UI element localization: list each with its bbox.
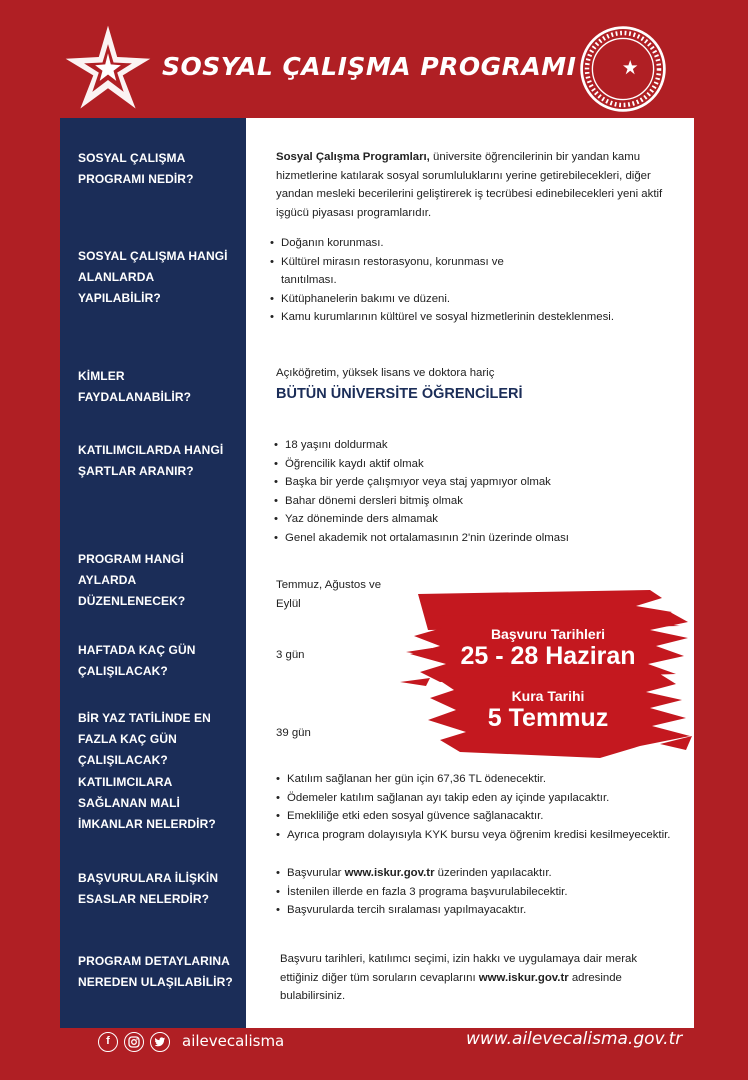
list-item: • Kültürel mirasın restorasyonu, korunması ve tanıtılması. (270, 253, 541, 290)
twitter-icon[interactable] (150, 1032, 170, 1052)
list-item: • Bahar dönemi dersleri bitmiş olmak (274, 492, 670, 511)
application-dates-label: Başvuru Tarihleri (490, 626, 606, 642)
answer-1-bold: Sosyal Çalışma Programları, (276, 151, 430, 163)
social-handle[interactable]: ailevecalisma (182, 1032, 285, 1050)
question-4: KATILIMCILARDA HANGİ ŞARTLAR ARANIR? (78, 443, 224, 478)
question-6: HAFTADA KAÇ GÜN ÇALIŞILACAK? (78, 643, 196, 678)
iskur-link[interactable]: www.iskur.gov.tr (478, 971, 569, 984)
ministry-seal-icon (578, 24, 668, 114)
list-item: • Ödemeler katılım sağlanan ayı takip eden ay içinde yapılacaktır. (276, 789, 672, 808)
answer-5: Temmuz, Ağustos ve Eylül (276, 579, 382, 610)
iskur-link[interactable]: www.iskur.gov.tr (344, 867, 435, 879)
list-item: • Başvurularda tercih sıralaması yapılmayacaktır. (276, 901, 672, 920)
answer-3-highlight: BÜTÜN ÜNİVERSİTE ÖĞRENCİLERİ (276, 385, 523, 402)
question-3: KİMLER FAYDALANABİLİR? (78, 369, 192, 404)
answer-6: 3 gün (276, 649, 305, 661)
answer-9-pre: Başvurular (287, 867, 345, 879)
application-dates-value: 25 - 28 Haziran (460, 642, 636, 670)
question-8: KATILIMCILARA SAĞLANAN MALİ İMKANLAR NELERDİR? (78, 775, 216, 831)
list-item: • Yaz döneminde ders almamak (274, 510, 670, 529)
website-link[interactable]: www.ailevecalisma.gov.tr (466, 1029, 683, 1049)
question-5: PROGRAM HANGİ AYLARDA DÜZENLENECEK? (78, 552, 186, 608)
lottery-date-label: Kura Tarihi (511, 688, 585, 704)
instagram-icon[interactable] (124, 1032, 144, 1052)
list-item: • Başka bir yerde çalışmıyor veya staj yapmıyor olmak (274, 473, 670, 492)
list-item: • Kütüphanelerin bakımı ve düzeni. (270, 290, 666, 309)
question-2: SOSYAL ÇALIŞMA HANGİ ALANLARDA YAPILABİLİR? (78, 249, 228, 305)
question-1: SOSYAL ÇALIŞMA PROGRAMI NEDİR? (78, 151, 194, 186)
list-item: • 18 yaşını doldurmak (274, 436, 670, 455)
star-logo-icon (62, 22, 154, 114)
answer-2 (270, 234, 666, 327)
question-10: PROGRAM DETAYLARINA NEREDEN ULAŞILABİLİR? (78, 954, 233, 989)
twitter-glyph (155, 1036, 166, 1047)
question-9: BAŞVURULARA İLİŞKİN ESASLAR NELERDİR? (78, 871, 219, 906)
answer-8 (276, 770, 672, 844)
list-item: • Öğrencilik kaydı aktif olmak (274, 455, 670, 474)
list-item: • Kamu kurumlarının kültürel ve sosyal hizmetlerinin desteklenmesi. (270, 308, 666, 327)
answer-10-pre: Başvuru tarihleri, katılımcı seçimi, izin hakkı ve uygulamaya dair merak ettiğiniz diğer tüm soruların cevaplarını (280, 953, 638, 984)
answer-4 (274, 436, 670, 547)
list-item: • Katılım sağlanan her gün için 67,36 TL ödenecektir. (276, 770, 672, 789)
list-item: • İstenilen illerde en fazla 3 programa başvurulabilecektir. (276, 883, 672, 902)
answer-1 (276, 148, 672, 222)
list-item: • Emekliliğe etki eden sosyal güvence sağlanacaktır. (276, 807, 672, 826)
lottery-date-value: 5 Temmuz (487, 704, 609, 732)
answer-10 (280, 950, 650, 1006)
list-item: • Doğanın korunması. (270, 234, 666, 253)
list-item: • Genel akademik not ortalamasının 2'nin üzerinde olması (274, 529, 670, 548)
question-sidebar (60, 118, 246, 1028)
question-7: BİR YAZ TATİLİNDE EN FAZLA KAÇ GÜN ÇALIŞILACAK? (78, 711, 211, 767)
answer-1-text: üniversite öğrencilerinin bir yandan kamu hizmetlerine katılarak sosyal sorumluluklarını yerine getirebilecekleri, diğer yandan mesleki becerilerini geliştirerek iş tecrübesi edinebilecekleri yeni aktif işgücü piyasası programlarıdır. (276, 151, 663, 219)
list-item (276, 864, 672, 883)
answer-9-post: üzerinden yapılacaktır. (434, 867, 552, 879)
instagram-glyph (128, 1036, 140, 1048)
answer-3-text: Açıköğretim, yüksek lisans ve doktora hariç (276, 367, 495, 379)
date-splash (400, 586, 692, 762)
page-title: SOSYAL ÇALIŞMA PROGRAMI (162, 52, 577, 81)
list-item: • Ayrıca program dolayısıyla KYK bursu veya öğrenim kredisi kesilmeyecektir. (276, 826, 672, 845)
facebook-icon[interactable]: f (98, 1032, 118, 1052)
answer-10-post: adresinde bulabilirsiniz. (280, 971, 622, 1002)
answer-3 (276, 364, 672, 403)
answer-9 (276, 864, 672, 920)
answer-7: 39 gün (276, 727, 311, 739)
